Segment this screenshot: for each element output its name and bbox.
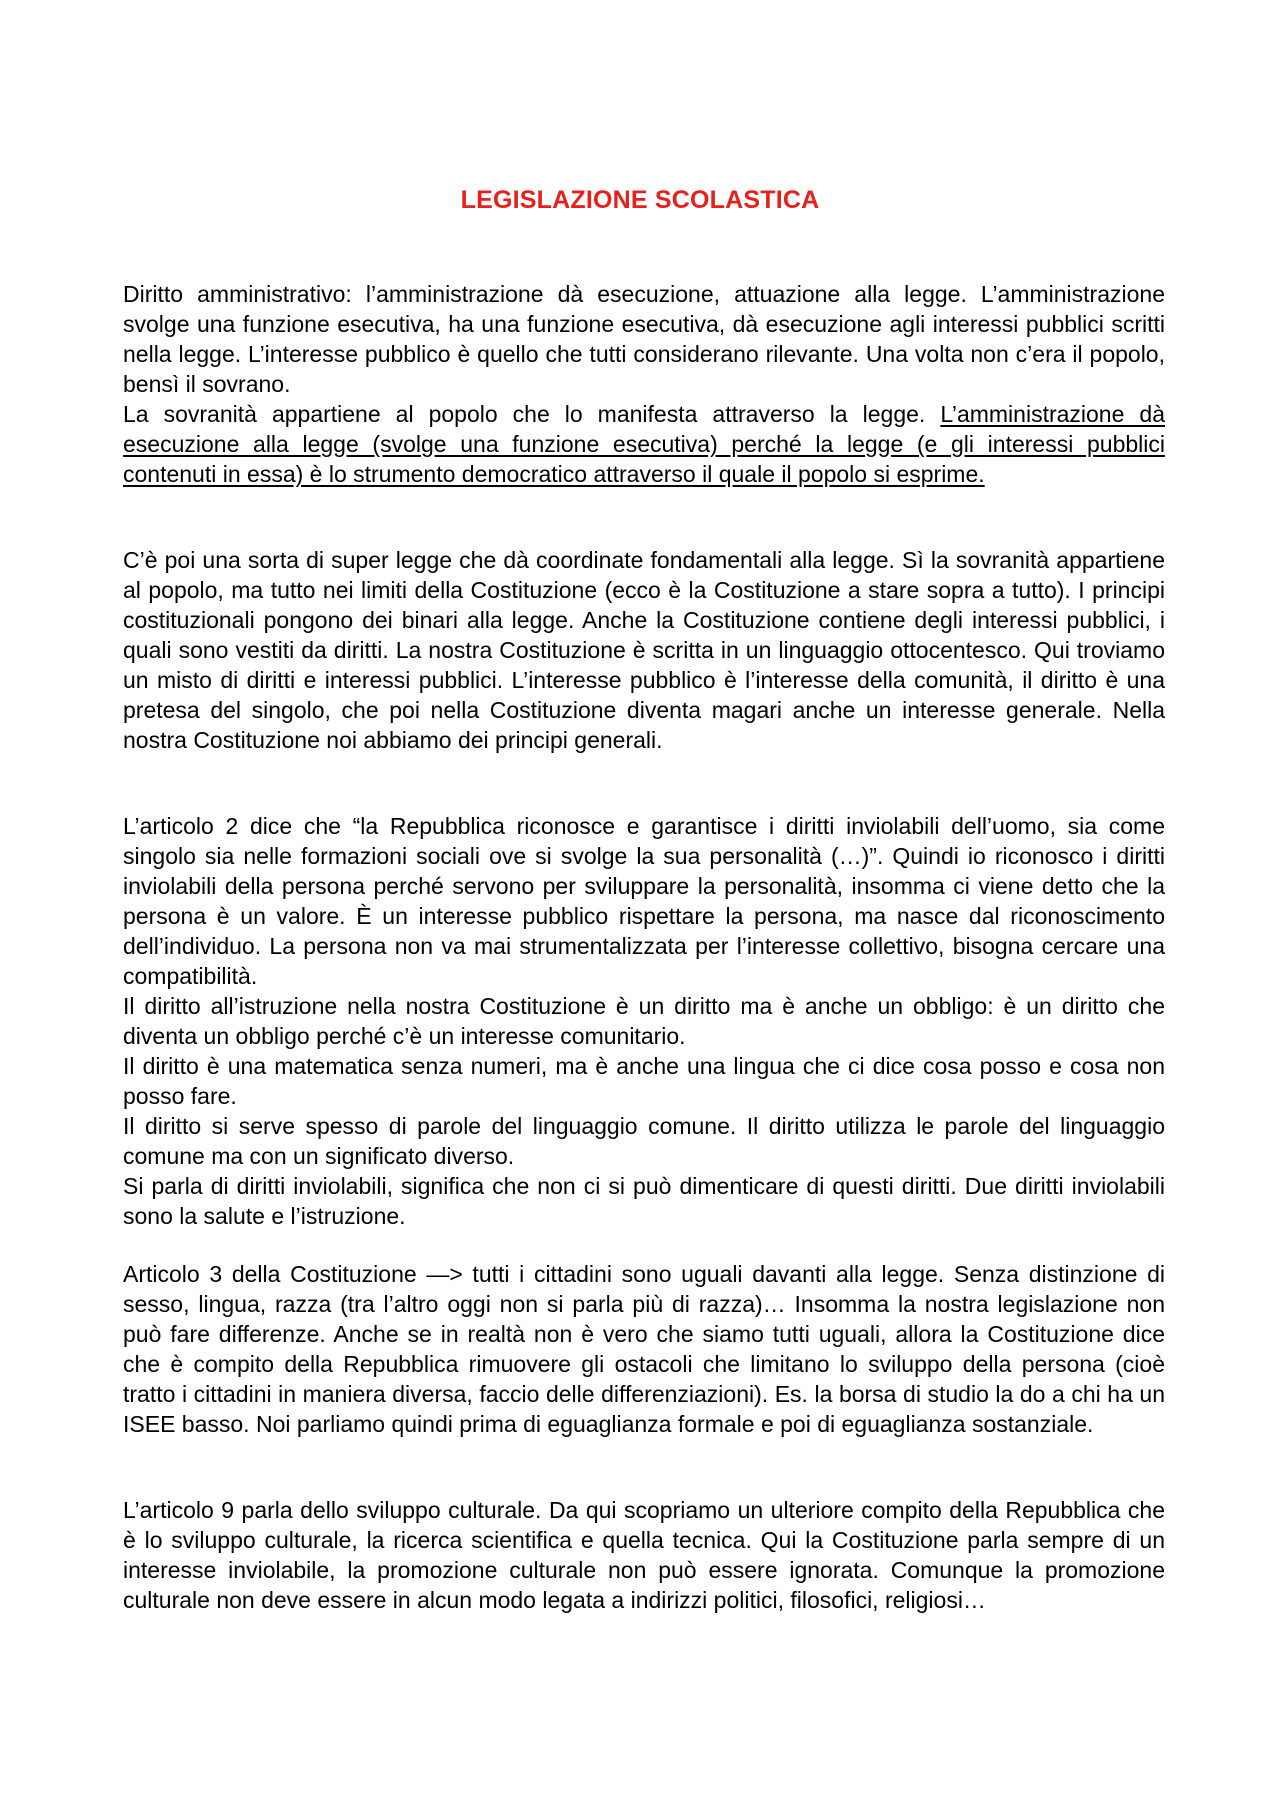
paragraph: L’articolo 9 parla dello sviluppo culturale. Da qui scopriamo un ulteriore compito della Repubblica che è lo sviluppo culturale, la ricerca scientifica e quella tecnica. Qui la Costituzione parla sempre di un interesse inviolabile, la promozione culturale non può essere ignorata. Comunque la promozione culturale non deve essere in alcun modo legata a indirizzi politici, filosofici, religiosi… <box>123 1497 1165 1613</box>
underlined-text: L’amministrazione dà esecuzione alla legge (svolge una funzione esecutiva) perché la legge (e gli interessi pubblici contenuti in essa) è lo strumento democratico attraverso il quale il popolo si esprime. <box>123 401 1165 487</box>
paragraph: Il diritto si serve spesso di parole del linguaggio comune. Il diritto utilizza le parole del linguaggio comune ma con un significato diverso. <box>123 1113 1165 1169</box>
paragraph: Diritto amministrativo: l’amministrazione dà esecuzione, attuazione alla legge. L’amministrazione svolge una funzione esecutiva, ha una funzione esecutiva, dà esecuzione agli interessi pubblici scritti nella legge. L’interesse pubblico è quello che tutti considerano rilevante. Una volta non c’era il popolo, bensì il sovrano. <box>123 281 1165 397</box>
paragraph: C’è poi una sorta di super legge che dà coordinate fondamentali alla legge. Sì la sovranità appartiene al popolo, ma tutto nei limiti della Costituzione (ecco è la Costituzione a stare sopra a tutto). I principi costituzionali pongono dei binari alla legge. Anche la Costituzione contiene degli interessi pubblici, i quali sono vestiti da diritti. La nostra Costituzione è scritta in un linguaggio ottocentesco. Qui troviamo un misto di diritti e interessi pubblici. L’interesse pubblico è l’interesse della comunità, il diritto è una pretesa del singolo, che poi nella Costituzione diventa magari anche un interesse generale. Nella nostra Costituzione noi abbiamo dei principi generali. <box>123 547 1165 753</box>
paragraph <box>123 399 1165 489</box>
paragraph: Il diritto all’istruzione nella nostra Costituzione è un diritto ma è anche un obbligo: è un diritto che diventa un obbligo perché c’è un interesse comunitario. <box>123 993 1165 1049</box>
paragraph: Si parla di diritti inviolabili, significa che non ci si può dimenticare di questi diritti. Due diritti inviolabili sono la salute e l’istruzione. <box>123 1173 1165 1229</box>
paragraph-text: La sovranità appartiene al popolo che lo manifesta attraverso la legge. <box>123 401 941 427</box>
section-articolo-2 <box>123 811 1165 1231</box>
section-articolo-3 <box>123 1259 1165 1439</box>
paragraph: Articolo 3 della Costituzione —> tutti i cittadini sono uguali davanti alla legge. Senza distinzione di sesso, lingua, razza (tra l’altro oggi non si parla più di razza)… Insomma la nostra legislazione non può fare differenze. Anche se in realtà non è vero che siamo tutti uguali, allora la Costituzione dice che è compito della Repubblica rimuovere gli ostacoli che limitano lo sviluppo della persona (cioè tratto i cittadini in maniera diversa, faccio delle differenziazioni). Es. la borsa di studio la do a chi ha un ISEE basso. Noi parliamo quindi prima di eguaglianza formale e poi di eguaglianza sostanziale. <box>123 1261 1165 1437</box>
paragraph: L’articolo 2 dice che “la Repubblica riconosce e garantisce i diritti inviolabili dell’uomo, sia come singolo sia nelle formazioni sociali ove si svolge la sua personalità (…)”. Quindi io riconosco i diritti inviolabili della persona perché servono per sviluppare la personalità, insomma ci viene detto che la persona è un valore. È un interesse pubblico rispettare la persona, ma nasce dal riconoscimento dell’individuo. La persona non va mai strumentalizzata per l’interesse collettivo, bisogna cercare una compatibilità. <box>123 813 1165 989</box>
paragraph: Il diritto è una matematica senza numeri, ma è anche una lingua che ci dice cosa posso e cosa non posso fare. <box>123 1053 1165 1109</box>
section-super-legge <box>123 545 1165 755</box>
section-articolo-9 <box>123 1495 1165 1615</box>
section-diritto-amministrativo <box>123 279 1165 489</box>
document-title: LEGISLAZIONE SCOLASTICA <box>460 186 820 214</box>
